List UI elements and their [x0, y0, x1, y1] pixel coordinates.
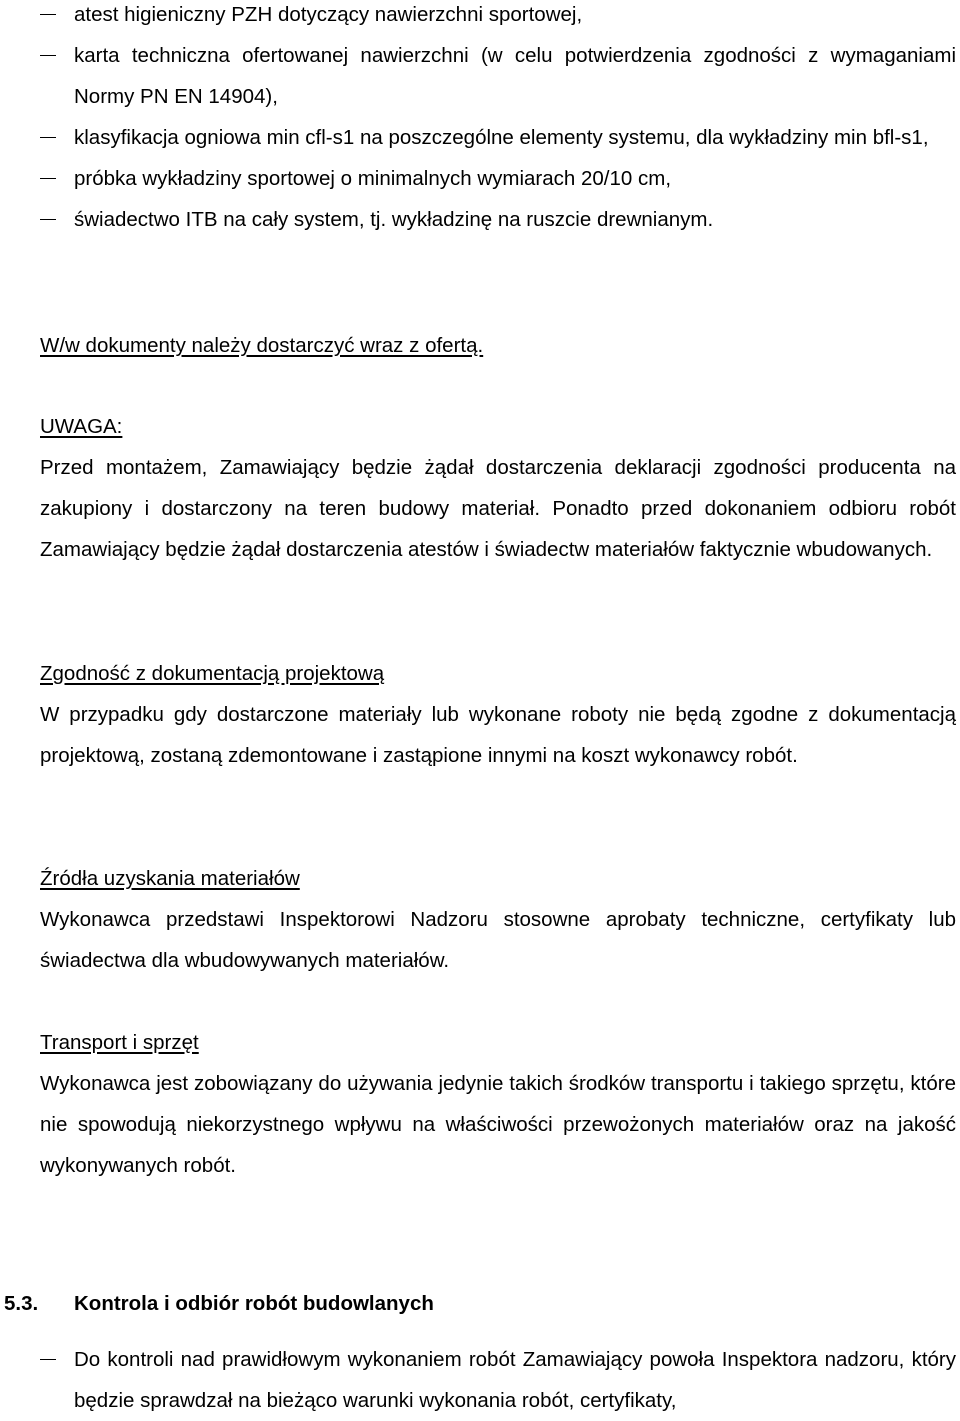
list-item	[0, 117, 960, 158]
control-list	[0, 1339, 960, 1421]
transport-heading: Transport i sprzęt	[40, 1031, 199, 1054]
list-item	[0, 199, 960, 240]
list-item-text: świadectwo ITB na cały system, tj. wykładzinę na ruszcie drewnianym.	[74, 208, 714, 231]
section-title: Kontrola i odbiór robót budowlanych	[74, 1292, 434, 1315]
list-item-text: Do kontroli nad prawidłowym wykonaniem robót Zamawiający powoła Inspektora nadzoru, który będzie sprawdzał na bieżąco warunki wykonania robót, certyfikaty,	[74, 1348, 956, 1412]
list-item	[0, 0, 960, 35]
list-item-text: karta techniczna ofertowanej nawierzchni (w celu potwierdzenia zgodności z wymaganiami Normy PN EN 14904),	[74, 44, 956, 108]
section-heading	[4, 1283, 434, 1324]
uwaga-section	[40, 406, 956, 570]
section-number: 5.3.	[4, 1292, 39, 1315]
list-item	[0, 158, 960, 199]
list-item	[0, 35, 960, 117]
zgodnosc-heading: Zgodność z dokumentacją projektową	[40, 662, 385, 685]
list-item-text: klasyfikacja ogniowa min cfl-s1 na poszczególne elementy systemu, dla wykładziny min bfl-s1,	[74, 126, 929, 149]
zgodnosc-text: W przypadku gdy dostarczone materiały lub wykonane roboty nie będą zgodne z dokumentacją projektową, zostaną zdemontowane i zastąpione innymi na koszt wykonawcy robót.	[40, 703, 956, 767]
list-item-text: atest higieniczny PZH dotyczący nawierzchni sportowej,	[74, 3, 583, 26]
transport-section	[40, 1022, 956, 1186]
list-item-text: próbka wykładziny sportowej o minimalnych wymiarach 20/10 cm,	[74, 167, 672, 190]
zrodla-section	[40, 858, 956, 981]
uwaga-heading: UWAGA:	[40, 415, 123, 438]
zgodnosc-section	[40, 653, 956, 776]
requirements-list	[0, 0, 960, 240]
documents-note-text: W/w dokumenty należy dostarczyć wraz z ofertą.	[40, 334, 484, 357]
transport-text: Wykonawca jest zobowiązany do używania jedynie takich środków transportu i takiego sprzętu, które nie spowodują niekorzystnego wpływu na właściwości przewożonych materiałów oraz na jakość wykonywanych robót.	[40, 1072, 956, 1177]
uwaga-text: Przed montażem, Zamawiający będzie żądał dostarczenia deklaracji zgodności producenta na zakupiony i dostarczony na teren budowy materiał. Ponadto przed dokonaniem odbioru robót Zamawiający będzie żądał dostarczenia atestów i świadectw materiałów faktycznie wbudowanych.	[40, 456, 956, 561]
documents-note	[40, 325, 956, 366]
list-item	[0, 1339, 960, 1421]
zrodla-text: Wykonawca przedstawi Inspektorowi Nadzoru stosowne aprobaty techniczne, certyfikaty lub świadectwa dla wbudowywanych materiałów.	[40, 908, 956, 972]
zrodla-heading: Źródła uzyskania materiałów	[40, 867, 300, 890]
